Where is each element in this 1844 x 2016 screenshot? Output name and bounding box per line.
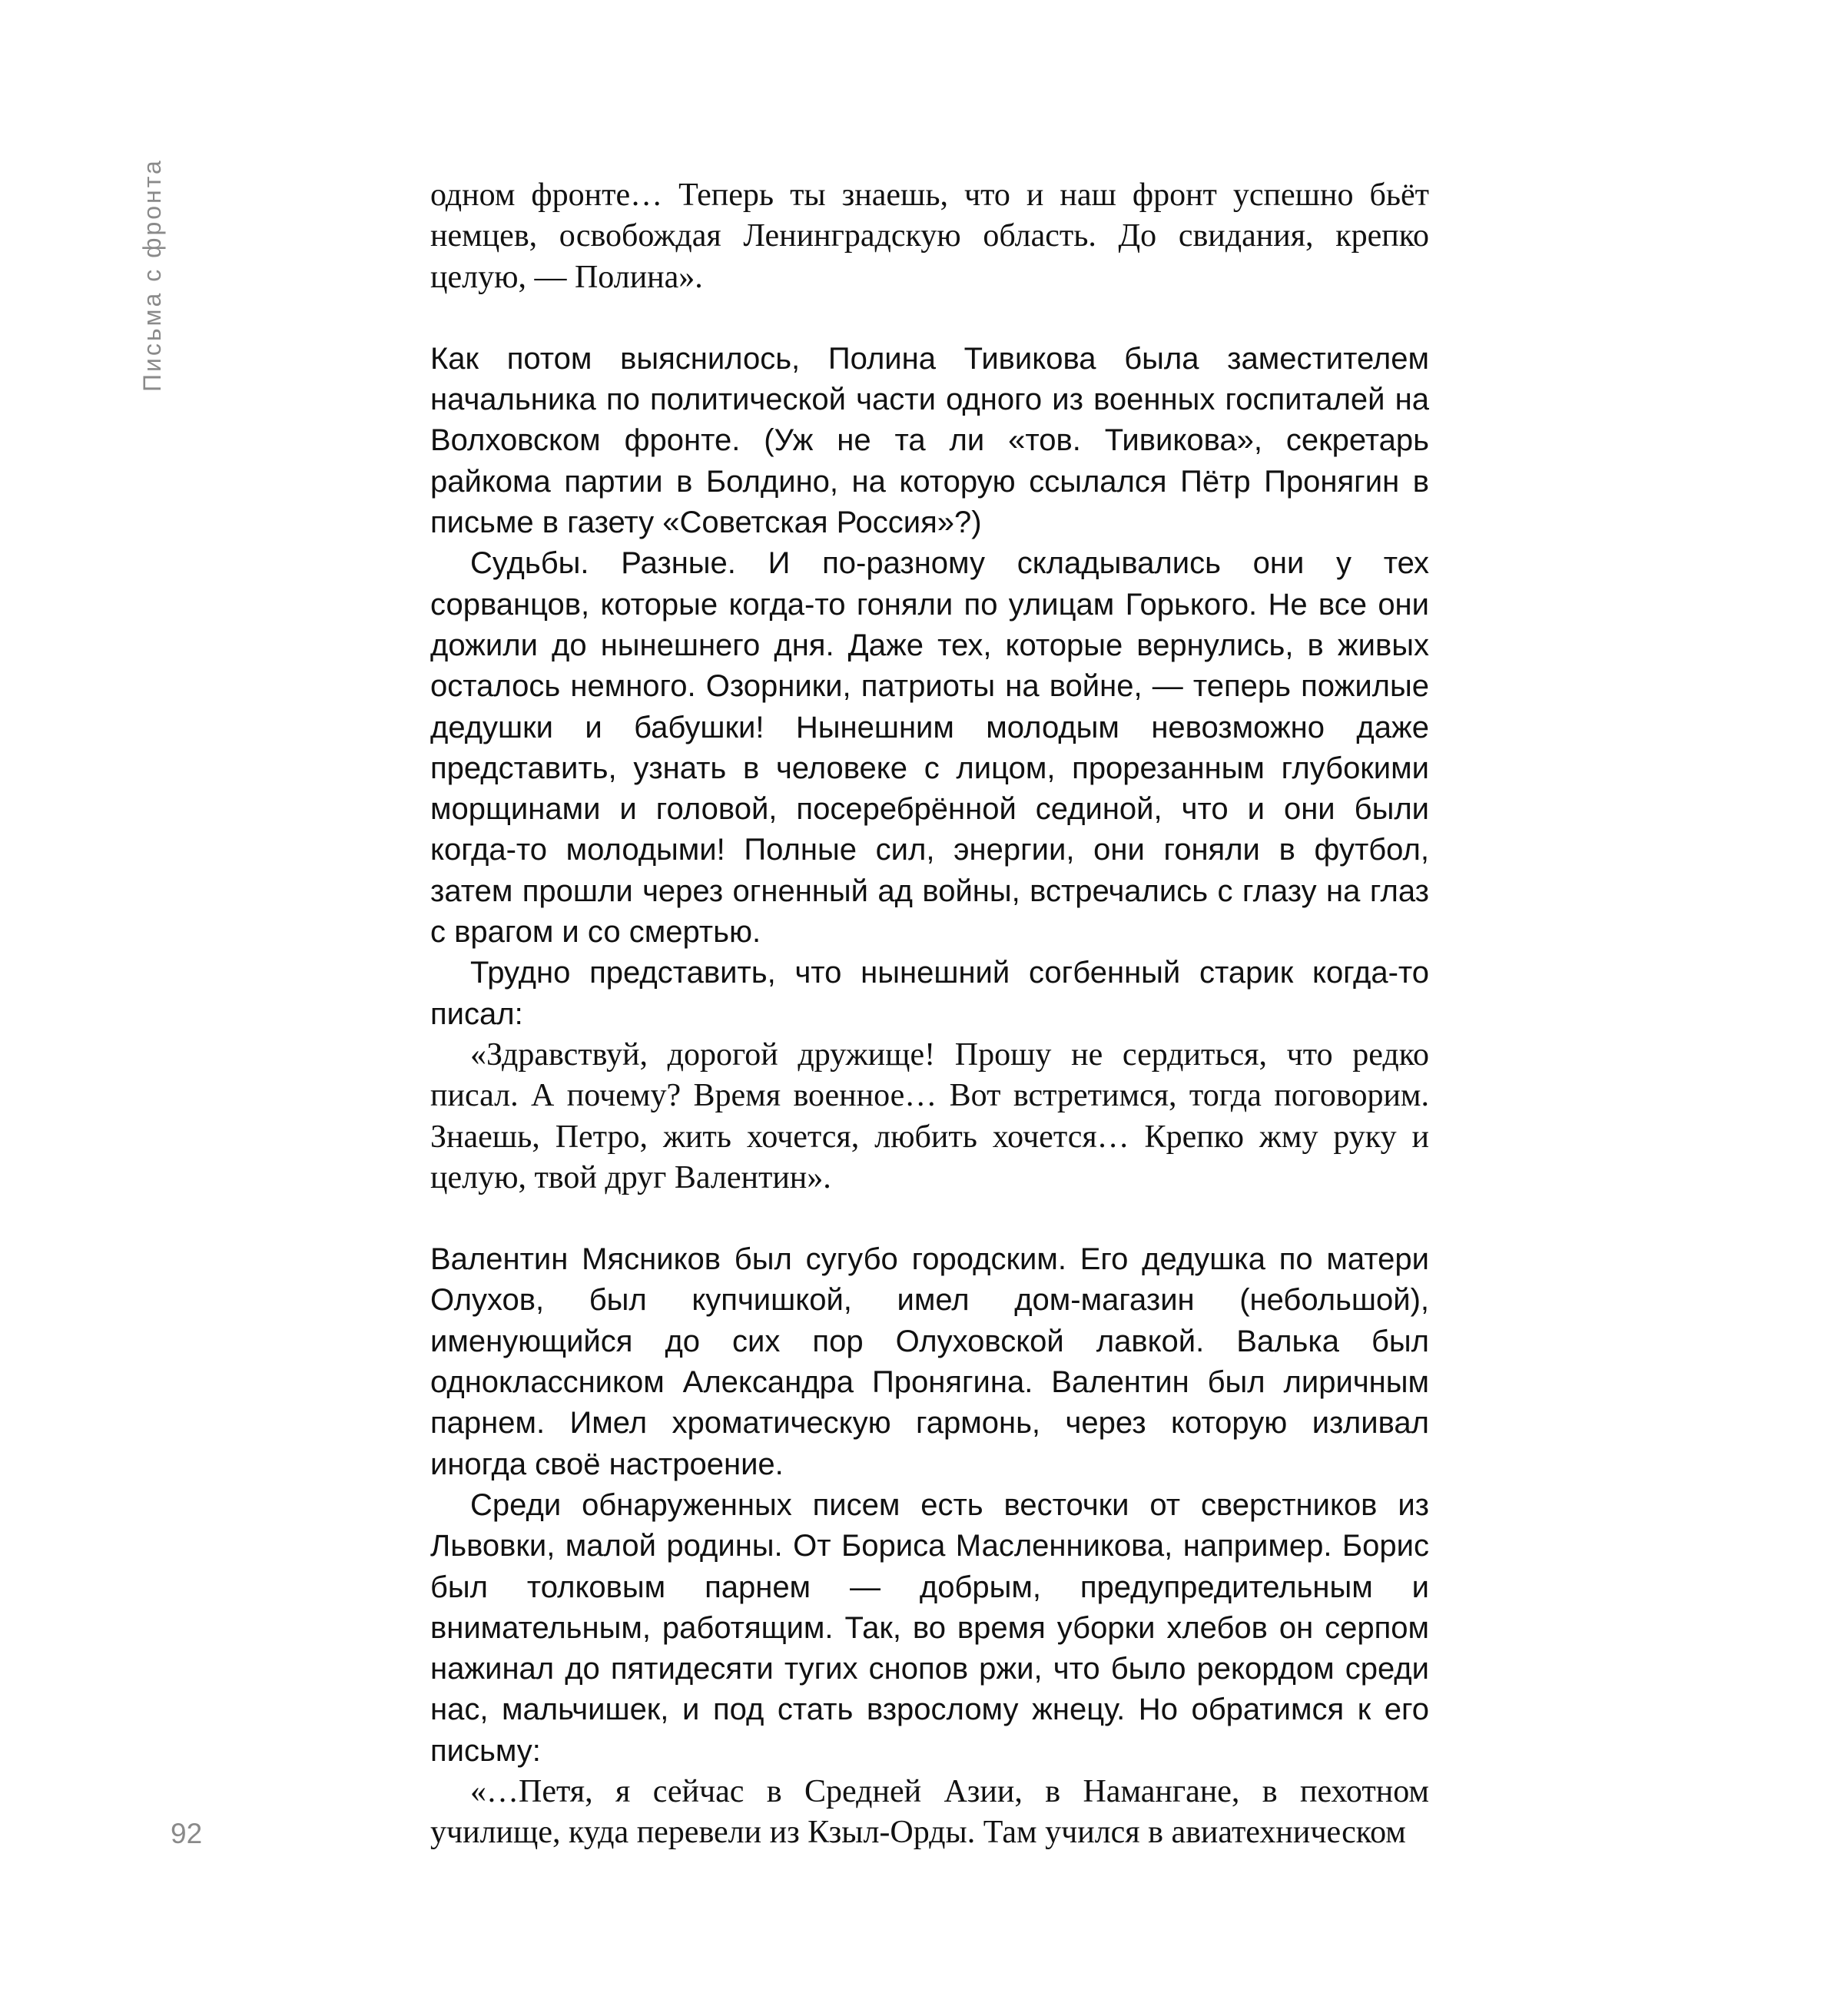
paragraph-fates: Судьбы. Разные. И по-разному складывались они у тех сорванцов, которые когда-то гоняли по улицам Горького. Не все они дожили до нынешнего дня. Даже тех, которые вернулись, в живых осталось немного. Озорники, патриоты на войне, — теперь пожилые дедушки и бабушки! Нынешним молодым невозможно даже представить, узнать в человеке с лицом, прорезанным глубокими морщинами и головой, посеребрённой сединой, что и они были когда-то молодыми! Полные сил, энергии, они гоняли в футбол, затем прошли через огненный ад войны, встречались с глазу на глаз с врагом и со смертью. <box>430 546 1429 950</box>
paragraph-tivikova: Как потом выяснилось, Полина Тивикова была заместителем начальника по политической части одного из военных госпиталей на Волховском фронте. (Уж не та ли «тов. Тивикова», секретарь райкома партии в Болдино, на которую ссылался Пётр Пронягин в письме в газету «Советская Россия»?) <box>430 341 1429 540</box>
page-number: 92 <box>171 1818 203 1849</box>
paragraph-myasnikov: Валентин Мясников был сугубо городским. Его дедушка по матери Олухов, был купчишкой, имел дом-магазин (небольшой), именующийся до сих пор Олуховской лавкой. Валька был одноклассником Александра Пронягина. Валентин был лиричным парнем. Имел хроматическую гармонь, через которую изливал иногда своё настроение. <box>430 1242 1429 1481</box>
letter-excerpt-boris: «…Петя, я сейчас в Средней Азии, в Намангане, в пехотном училище, куда перевели из Кзыл-Орды. Там учился в авиатехническом <box>430 1773 1429 1851</box>
paragraph-maslennikov: Среди обнаруженных писем есть весточки от сверстников из Львовки, малой родины. От Бориса Масленникова, например. Борис был толковым парнем — добрым, предупредительным и внимательным, работящим. Так, во время уборки хлебов он серпом нажинал до пятидесяти тугих снопов ржи, что было рекордом среди нас, мальчишек, и под стать взрослому жнецу. Но обратимся к его письму: <box>430 1487 1429 1768</box>
running-head <box>138 158 369 392</box>
main-text <box>430 175 1429 1854</box>
letter-excerpt-valentin: «Здравствуй, дорогой дружище! Прошу не сердиться, что редко писал. А почему? Время военное… Вот встретимся, тогда поговорим. Знаешь, Петро, жить хочется, любить хочется… Крепко жму руку и целую, твой друг Валентин». <box>430 1036 1429 1195</box>
running-head-text: Письма с фронта <box>138 158 166 392</box>
paragraph-hard-to-imagine: Трудно представить, что нынешний согбенный старик когда-то писал: <box>430 956 1429 1031</box>
letter-excerpt-polina: одном фронте… Теперь ты знаешь, что и наш фронт успешно бьёт немцев, освобождая Ленинградскую область. До свидания, крепко целую, — Полина». <box>430 177 1429 295</box>
